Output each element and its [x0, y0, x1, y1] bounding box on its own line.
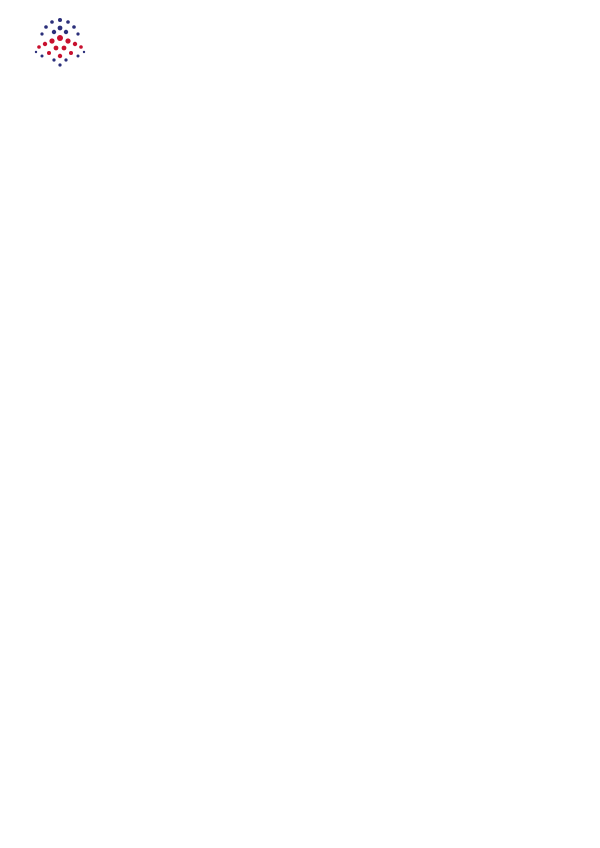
logo-dots-icon: [30, 14, 90, 70]
watermark: [40, 240, 560, 640]
document-body: [90, 71, 512, 105]
conference-logo: [30, 14, 330, 70]
